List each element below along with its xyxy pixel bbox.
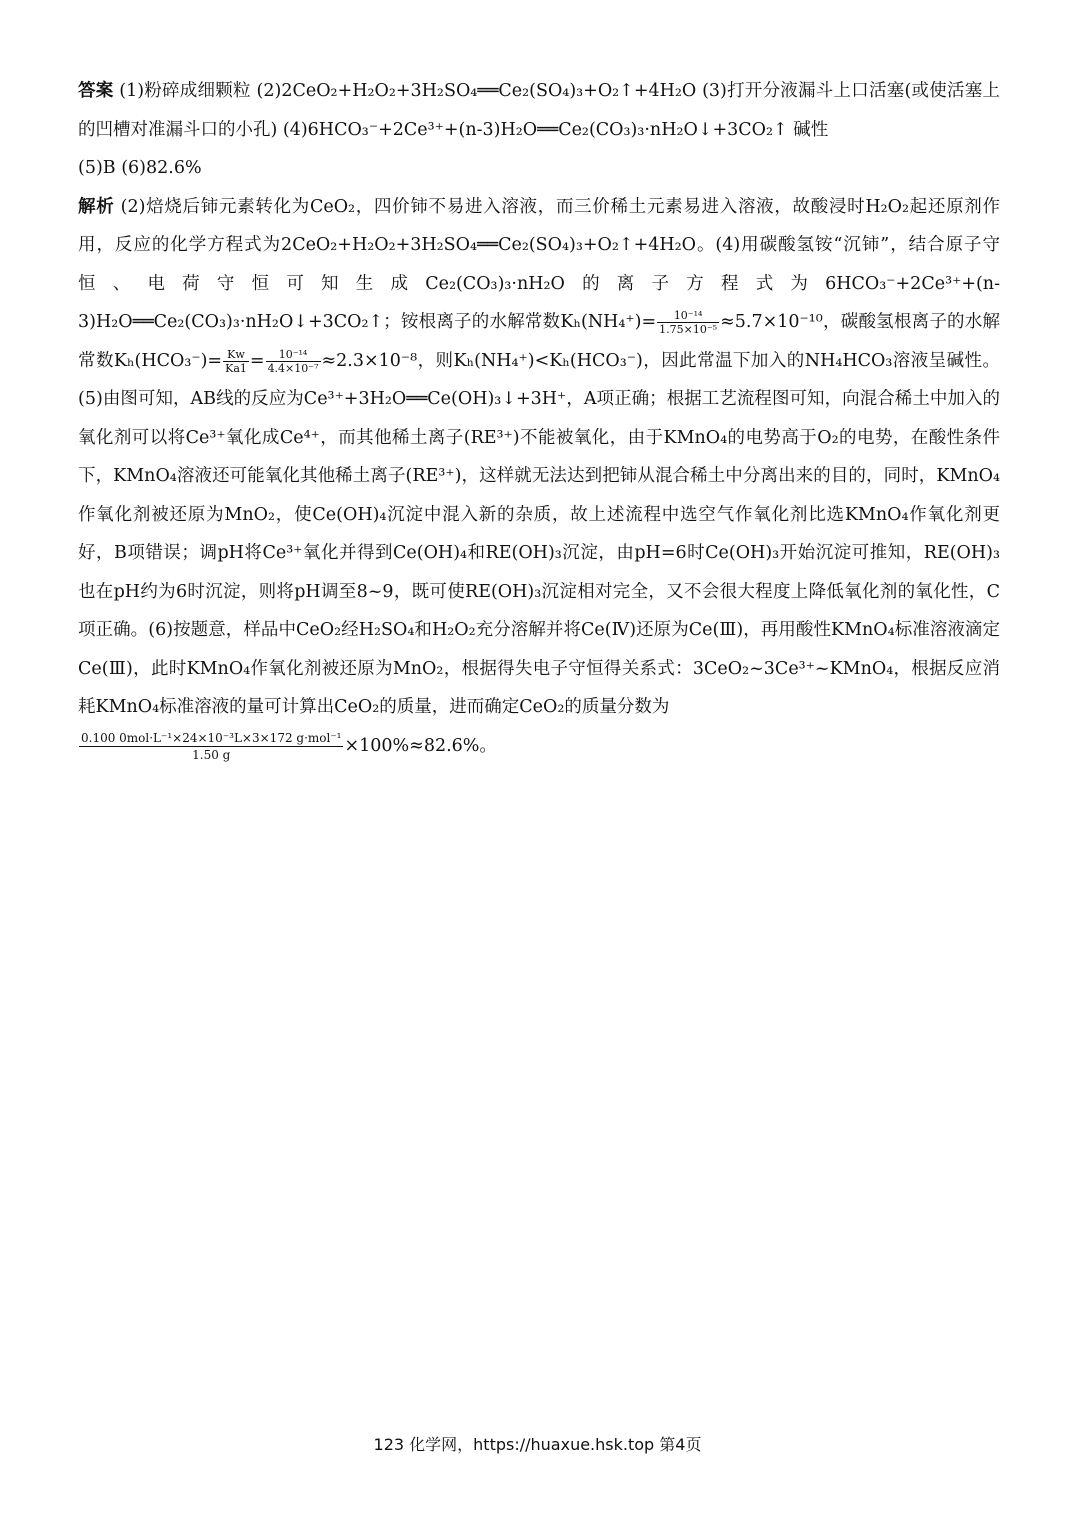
equals-sign: = xyxy=(249,350,265,371)
fraction-mass: $\frac{\text{0.100 0mol·L⁻¹×24×10⁻³L×3×172 g·mol⁻¹}}{1.50 g}$ xyxy=(81,730,342,762)
analysis-label: 解析 xyxy=(78,196,115,217)
answer-label: 答案 xyxy=(78,81,114,101)
answer-text: (1)粉碎成细颗粒 (2)2CeO₂+H₂O₂+3H₂SO₄══Ce₂(SO₄)₃+O₂↑+4H₂O (3)打开分液漏斗上口活塞(或使活塞上的凹槽对准漏斗口的小孔) (4)6HCO₃⁻+2Ce³⁺+(n-3)H₂O══Ce₂(CO₃)₃·nH₂O↓+3CO₂↑ 碱性 xyxy=(78,81,1000,140)
analysis-text-2: ≈5.7×10⁻¹⁰，碳酸氢根离子的水解常数Kₕ(HCO₃⁻)= xyxy=(78,312,1000,371)
analysis-text-1: (2)焙烧后铈元素转化为CeO₂，四价铈不易进入溶液，而三价稀土元素易进入溶液，故酸浸时H₂O₂起还原剂作用，反应的化学方程式为2CeO₂+H₂O₂+3H₂SO₄══Ce₂(SO₄)₃+O₂↑+4H₂O。(4)用碳酸氢铵“沉铈”，结合原子守恒、电荷守恒可知生成Ce₂(CO₃)₃·nH₂O的离子方程式为6HCO₃⁻+2Ce³⁺+(n-3)H₂O══Ce₂(CO₃)₃·nH₂O↓+3CO₂↑；铵根离子的水解常数Kₕ(NH₄⁺)= xyxy=(78,196,1000,332)
fraction-kw-ka1: $\frac{Kw}{Ka1}$ xyxy=(225,347,247,375)
analysis-text-4: ×100%≈82.6%。 xyxy=(344,735,497,756)
fraction-kh-hco3: $\frac{\text{10⁻¹⁴}}{\text{4.4×10⁻⁷}}$ xyxy=(267,347,319,375)
fraction-kh-nh4: $\frac{\text{10⁻¹⁴}}{\text{1.75×10⁻⁵}}$ xyxy=(659,309,718,336)
answer-text-2: (5)B (6)82.6% xyxy=(78,158,202,178)
answer-paragraph xyxy=(78,72,1000,188)
analysis-text-3: ≈2.3×10⁻⁸，则Kₕ(NH₄⁺)<Kₕ(HCO₃⁻)，因此常温下加入的NH₄HCO₃溶液呈碱性。(5)由图可知，AB线的反应为Ce³⁺+3H₂O══Ce(OH)₃↓+3H⁺，A项正确；根据工艺流程图可知，向混合稀土中加入的氧化剂可以将Ce³⁺氧化成Ce⁴⁺，而其他稀土离子(RE³⁺)不能被氧化，由于KMnO₄的电势高于O₂的电势，在酸性条件下，KMnO₄溶液还可能氧化其他稀土离子(RE³⁺)，这样就无法达到把铈从混合稀土中分离出来的目的，同时，KMnO₄作氧化剂被还原为MnO₂，使Ce(OH)₄沉淀中混入新的杂质，故上述流程中选空气作氧化剂比选KMnO₄作氧化剂更好，B项错误；调pH将Ce³⁺氧化并得到Ce(OH)₄和RE(OH)₃沉淀，由pH=6时Ce(OH)₃开始沉淀可推知，RE(OH)₃也在pH约为6时沉淀，则将pH调至8~9，既可使RE(OH)₃沉淀相对完全，又不会很大程度上降低氧化剂的氧化性，C项正确。(6)按题意，样品中CeO₂经H₂SO₄和H₂O₂充分溶解并将Ce(Ⅳ)还原为Ce(Ⅲ)，再用酸性KMnO₄标准溶液滴定Ce(Ⅲ)，此时KMnO₄作氧化剂被还原为MnO₂，根据得失电子守恒得关系式：3CeO₂~3Ce³⁺~KMnO₄，根据反应消耗KMnO₄标准溶液的量可计算出CeO₂的质量，进而确定CeO₂的质量分数为 xyxy=(78,350,1001,717)
analysis-paragraph xyxy=(78,188,1000,766)
page-content xyxy=(78,72,1000,765)
page-footer: 123 化学网，https://huaxue.hsk.top 第4页 xyxy=(373,1435,702,1454)
